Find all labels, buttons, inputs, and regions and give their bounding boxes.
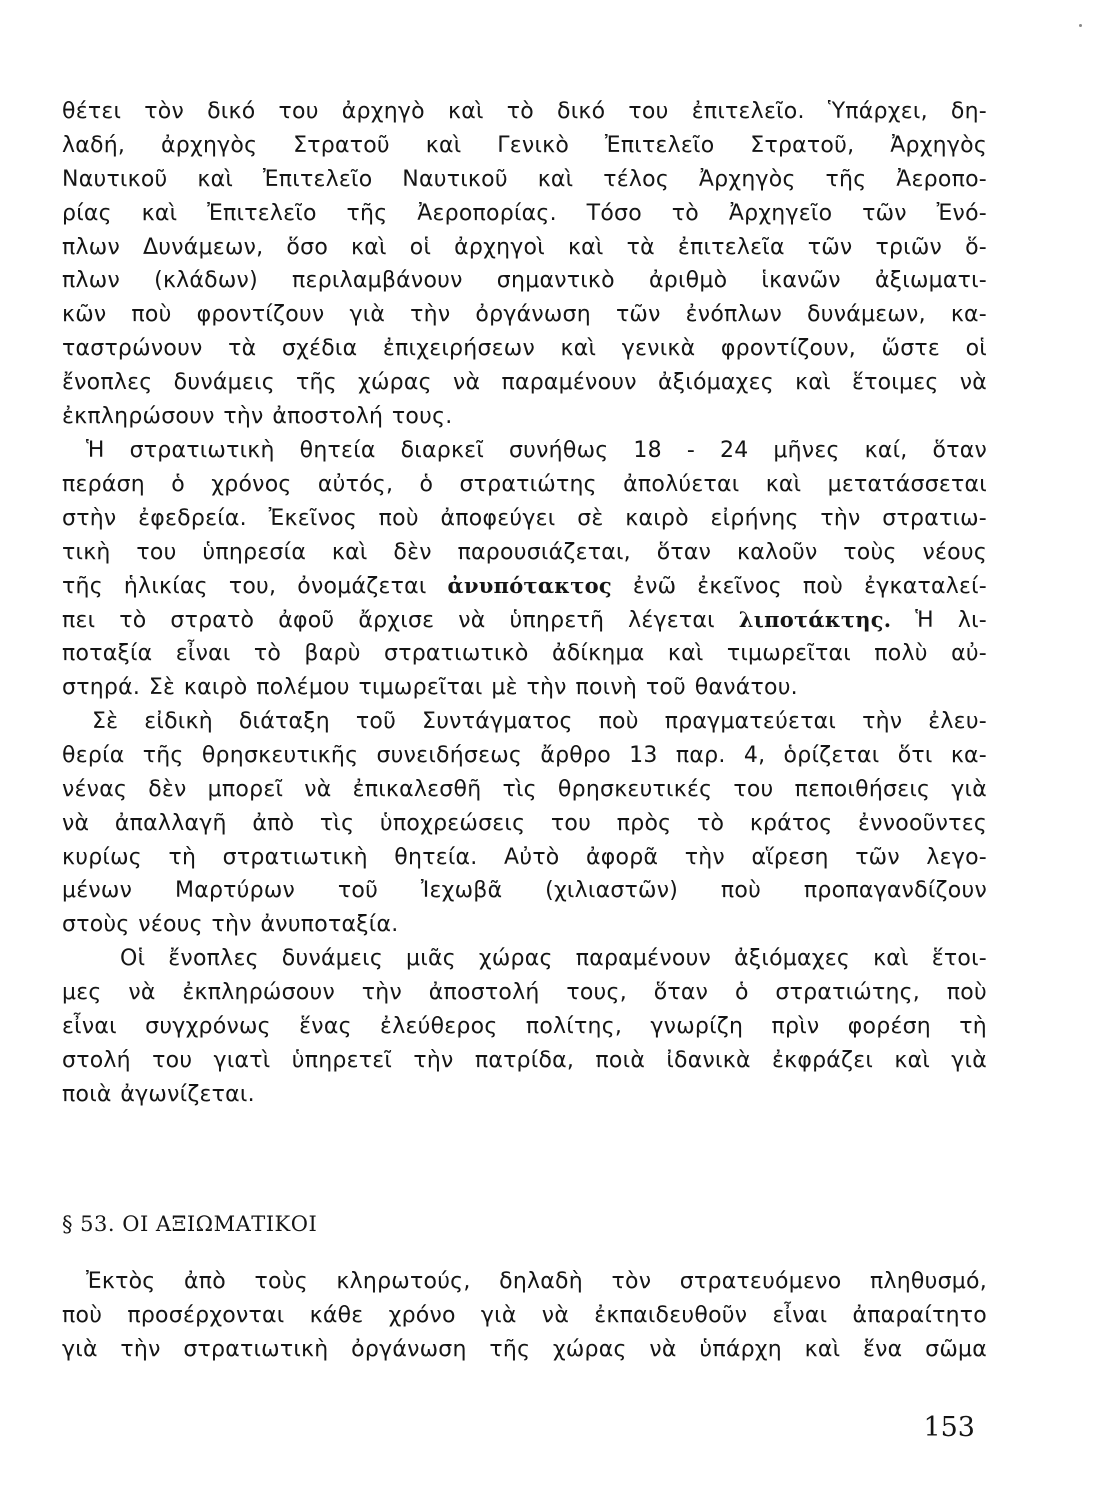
scan-speck — [1079, 24, 1082, 27]
book-page — [62, 95, 987, 1465]
text-line: ρίας καὶ Ἐπιτελεῖο τῆς Ἀεροπορίας. Τόσο τὸ Ἀρχηγεῖο τῶν Ἐνό- — [62, 200, 987, 226]
text-line: κυρίως τὴ στρατιωτικὴ θητεία. Αὐτὸ ἀφορᾶ τὴν αἵρεση τῶν λεγο- — [62, 844, 987, 870]
text-line: ποιὰ ἀγωνίζεται. — [62, 1081, 255, 1107]
text-line: Ἡ στρατιωτικὴ θητεία διαρκεῖ συνήθως 18 - 24 μῆνες καί, ὅταν — [86, 437, 987, 463]
text-span: τῆς ἡλικίας του, ὀνομάζεται — [62, 574, 448, 600]
text-line: νένας δὲν μπορεῖ νὰ ἐπικαλεσθῆ τὶς θρησκευτικές του πεποιθήσεις γιὰ — [62, 776, 987, 802]
paragraph-2 — [62, 434, 987, 705]
text-line: Οἱ ἔνοπλες δυνάμεις μιᾶς χώρας παραμένουν ἀξιόμαχες καὶ ἕτοι- — [120, 946, 987, 972]
text-line: πλων (κλάδων) περιλαμβάνουν σημαντικὸ ἀριθμὸ ἱκανῶν ἀξιωματι- — [62, 268, 987, 294]
page-number: 153 — [923, 1412, 975, 1443]
text-line: ἔνοπλες δυνάμεις τῆς χώρας νὰ παραμένουν ἀξιόμαχες καὶ ἕτοιμες νὰ — [62, 370, 987, 396]
text-line: μένων Μαρτύρων τοῦ Ἰεχωβᾶ (χιλιαστῶν) ποὺ προπαγανδίζουν — [62, 878, 987, 904]
text-line — [62, 569, 987, 603]
term-lipotaktis: λιποτάκτης. — [738, 607, 892, 633]
text-span: Ἡ λι- — [891, 608, 987, 634]
text-line: γιὰ τὴν στρατιωτικὴ ὀργάνωση τῆς χώρας νὰ ὑπάρχη καὶ ἕνα σῶμα — [62, 1336, 987, 1362]
text-line: Ἐκτὸς ἀπὸ τοὺς κληρωτούς, δηλαδὴ τὸν στρατευόμενο πληθυσμό, — [86, 1269, 987, 1294]
text-line: μες νὰ ἐκπληρώσουν τὴν ἀποστολή τους, ὅταν ὁ στρατιώτης, ποὺ — [62, 980, 987, 1006]
text-line: τικὴ του ὑπηρεσία καὶ δὲν παρουσιάζεται, ὅταν καλοῦν τοὺς νέους — [62, 539, 987, 565]
text-line: νὰ ἀπαλλαγῆ ἀπὸ τὶς ὑποχρεώσεις του πρὸς τὸ κράτος ἐννοοῦντες — [62, 810, 987, 836]
paragraph-3 — [62, 705, 987, 942]
text-line: ταστρώνουν τὰ σχέδια ἐπιχειρήσεων καὶ γενικὰ φροντίζουν, ὥστε οἱ — [62, 336, 987, 362]
section-heading: § 53. ΟΙ ΑΞΙΩΜΑΤΙΚΟΙ — [62, 1212, 318, 1236]
text-line: θερία τῆς θρησκευτικῆς συνειδήσεως ἄρθρο 13 παρ. 4, ὁρίζεται ὅτι κα- — [62, 742, 987, 768]
text-line — [62, 603, 987, 637]
text-span: πει τὸ στρατὸ ἀφοῦ ἄρχισε νὰ ὑπηρετῆ λέγεται — [62, 608, 739, 634]
text-line: πλων Δυνάμεων, ὅσο καὶ οἱ ἀρχηγοὶ καὶ τὰ ἐπιτελεῖα τῶν τριῶν ὅ- — [62, 234, 987, 260]
text-line: στηρά. Σὲ καιρὸ πολέμου τιμωρεῖται μὲ τὴν ποινὴ τοῦ θανάτου. — [62, 675, 798, 701]
section-body-text — [62, 1265, 987, 1367]
text-line: θέτει τὸν δικό του ἀρχηγὸ καὶ τὸ δικό του ἐπιτελεῖο. Ὑπάρχει, δη- — [62, 99, 987, 124]
text-line: ποὺ προσέρχονται κάθε χρόνο γιὰ νὰ ἐκπαιδευθοῦν εἶναι ἀπαραίτητο — [62, 1302, 987, 1328]
paragraph-1 — [62, 95, 987, 434]
text-line: Ναυτικοῦ καὶ Ἐπιτελεῖο Ναυτικοῦ καὶ τέλος Ἀρχηγὸς τῆς Ἀεροπο- — [62, 166, 987, 192]
text-line: κῶν ποὺ φροντίζουν γιὰ τὴν ὀργάνωση τῶν ἐνόπλων δυνάμεων, κα- — [62, 302, 987, 328]
text-span: ἐνῶ ἐκεῖνος ποὺ ἐγκαταλεί- — [611, 574, 987, 600]
body-text — [62, 95, 987, 1112]
paragraph-4 — [62, 942, 987, 1111]
text-line: στὴν ἐφεδρεία. Ἐκεῖνος ποὺ ἀποφεύγει σὲ καιρὸ εἰρήνης τὴν στρατιω- — [62, 505, 987, 531]
term-anypotaktos: ἀνυπότακτος — [447, 573, 612, 599]
text-line: εἶναι συγχρόνως ἕνας ἐλεύθερος πολίτης, γνωρίζη πρὶν φορέση τὴ — [62, 1014, 987, 1040]
text-line: Σὲ εἰδικὴ διάταξη τοῦ Συντάγματος ποὺ πραγματεύεται τὴν ἐλευ- — [92, 709, 987, 735]
text-line: λαδή, ἀρχηγὸς Στρατοῦ καὶ Γενικὸ Ἐπιτελεῖο Στρατοῦ, Ἀρχηγὸς — [62, 132, 987, 158]
text-line: ἐκπληρώσουν τὴν ἀποστολή τους. — [62, 404, 453, 430]
text-line: στοὺς νέους τὴν ἀνυποταξία. — [62, 912, 399, 938]
text-line: περάση ὁ χρόνος αὐτός, ὁ στρατιώτης ἀπολύεται καὶ μετατάσσεται — [62, 471, 987, 497]
text-line: στολή του γιατὶ ὑπηρετεῖ τὴν πατρίδα, ποιὰ ἰδανικὰ ἐκφράζει καὶ γιὰ — [62, 1047, 987, 1073]
text-line: ποταξία εἶναι τὸ βαρὺ στρατιωτικὸ ἀδίκημα καὶ τιμωρεῖται πολὺ αὐ- — [62, 641, 987, 667]
